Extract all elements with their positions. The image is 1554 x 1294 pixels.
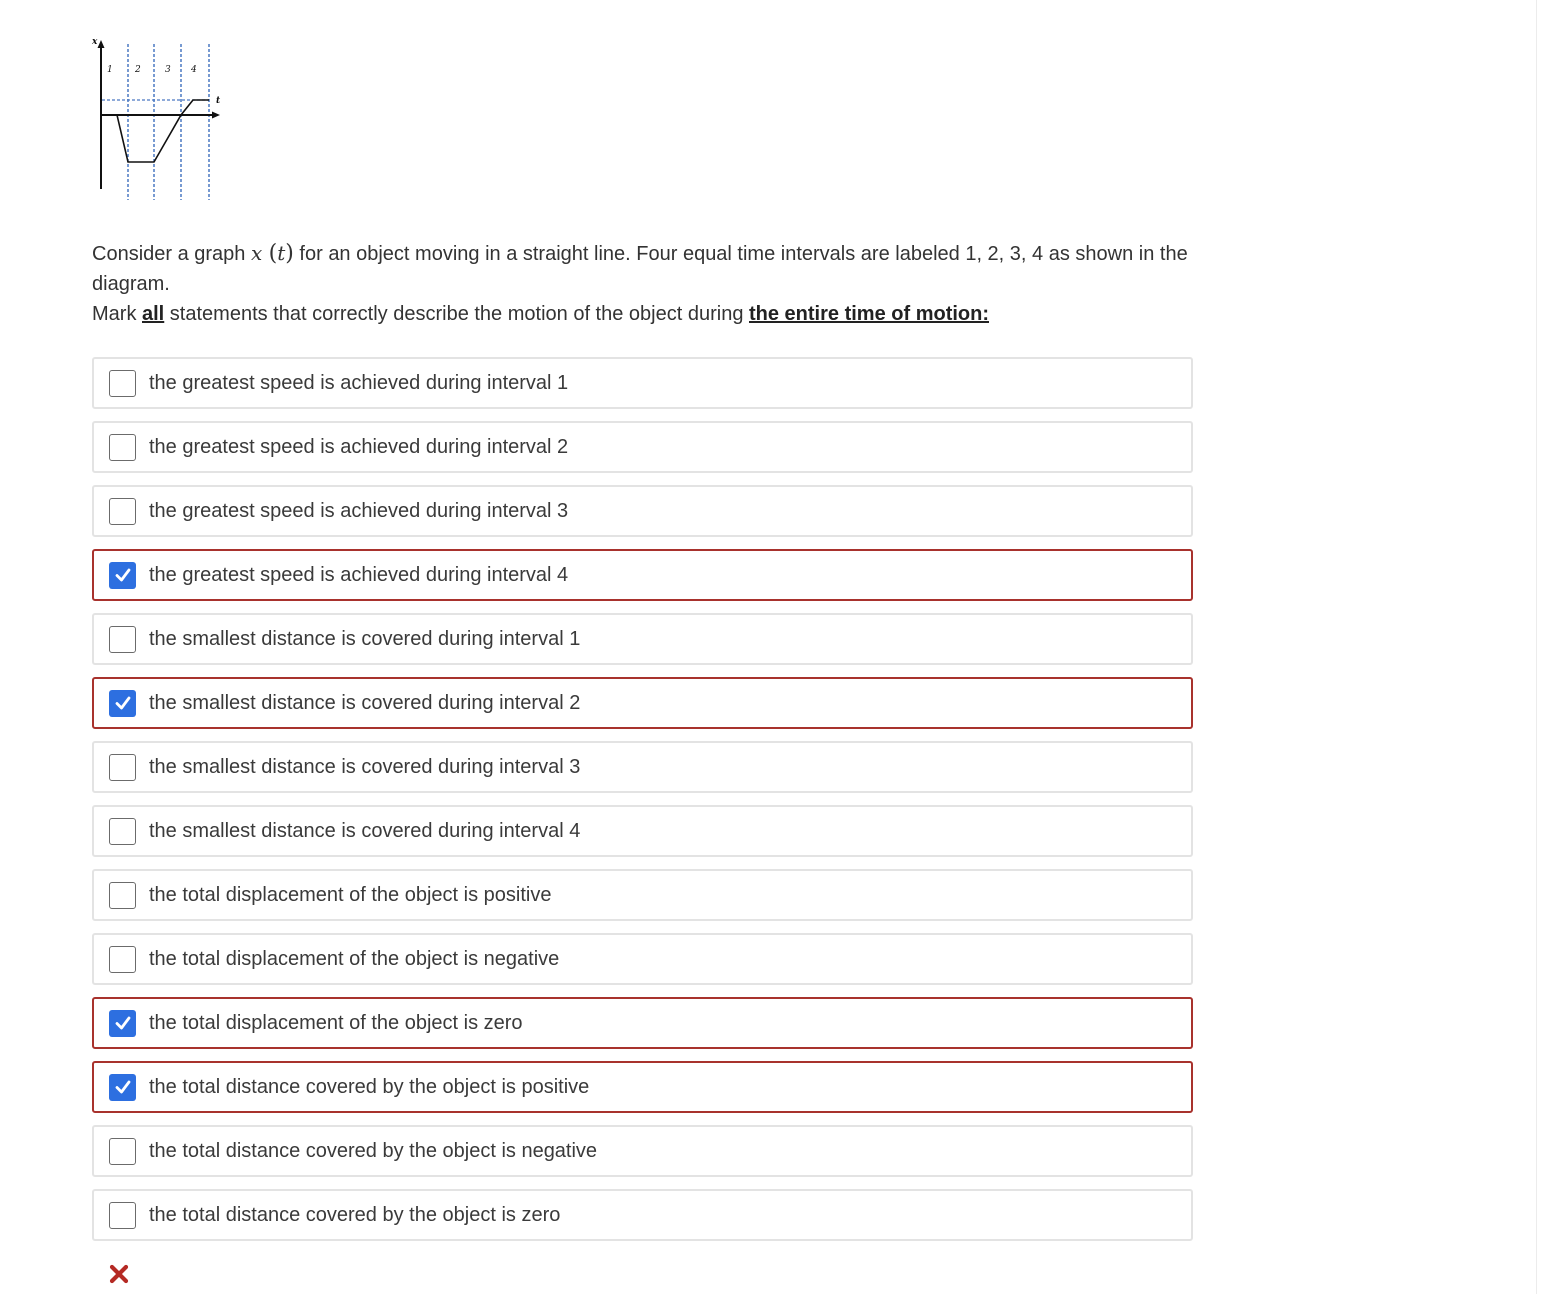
answer-option-label: the smallest distance is covered during interval 1	[149, 627, 581, 650]
page-right-divider	[1536, 0, 1537, 1294]
answer-option[interactable]	[92, 933, 1193, 985]
checkbox[interactable]	[109, 434, 136, 461]
checkbox[interactable]	[109, 946, 136, 973]
answer-option-label: the total displacement of the object is positive	[149, 883, 552, 906]
axis-x-label: x	[92, 37, 98, 47]
motion-curve	[101, 100, 209, 162]
answer-option-selected[interactable]	[92, 549, 1193, 601]
answer-option[interactable]	[92, 805, 1193, 857]
answer-option-label: the total displacement of the object is negative	[149, 947, 560, 970]
question-line-1: Consider a graph x (t) for an object moving in a straight line. Four equal time intervals are labeled 1, 2, 3, 4 as shown in the diagram.	[92, 241, 1188, 295]
checkbox[interactable]	[109, 754, 136, 781]
answer-option-label: the greatest speed is achieved during interval 2	[149, 435, 569, 458]
answer-option-label: the greatest speed is achieved during interval 3	[149, 499, 569, 522]
answer-option[interactable]	[92, 1189, 1193, 1241]
checkbox[interactable]	[109, 1010, 136, 1037]
checkmark-icon	[113, 1013, 133, 1033]
answer-options-list	[92, 357, 1193, 1253]
answer-option[interactable]	[92, 741, 1193, 793]
answer-option-selected[interactable]	[92, 1061, 1193, 1113]
interval-label-1: 1	[107, 65, 113, 75]
checkbox[interactable]	[109, 818, 136, 845]
incorrect-x-icon	[108, 1263, 130, 1285]
answer-option[interactable]	[92, 421, 1193, 473]
answer-option-label: the greatest speed is achieved during interval 4	[149, 563, 569, 586]
checkbox[interactable]	[109, 1074, 136, 1101]
checkbox[interactable]	[109, 882, 136, 909]
checkbox[interactable]	[109, 562, 136, 589]
checkbox[interactable]	[109, 690, 136, 717]
question-line-2: Mark all statements that correctly describe the motion of the object during the entire time of motion:	[92, 303, 989, 325]
x-axis-arrow	[98, 40, 105, 48]
checkbox[interactable]	[109, 1138, 136, 1165]
checkmark-icon	[113, 693, 133, 713]
answer-option-label: the smallest distance is covered during interval 3	[149, 755, 581, 778]
answer-option-label: the total distance covered by the object is negative	[149, 1139, 598, 1162]
axis-t-label: t	[216, 96, 221, 106]
answer-option[interactable]	[92, 613, 1193, 665]
answer-option-selected[interactable]	[92, 997, 1193, 1049]
answer-option-label: the total distance covered by the object is positive	[149, 1075, 590, 1098]
answer-option-selected[interactable]	[92, 677, 1193, 729]
interval-label-2: 2	[135, 65, 141, 75]
answer-option-label: the greatest speed is achieved during interval 1	[149, 371, 569, 394]
checkbox[interactable]	[109, 626, 136, 653]
emphasis-all: all	[142, 303, 165, 325]
answer-option[interactable]	[92, 357, 1193, 409]
checkmark-icon	[113, 1077, 133, 1097]
answer-option-label: the total displacement of the object is zero	[149, 1011, 523, 1034]
interval-label-4: 4	[191, 65, 197, 75]
answer-option-label: the total distance covered by the object is zero	[149, 1203, 561, 1226]
checkbox[interactable]	[109, 370, 136, 397]
answer-option[interactable]	[92, 869, 1193, 921]
question-text	[92, 238, 1202, 329]
position-time-graph	[88, 34, 230, 204]
checkmark-icon	[113, 565, 133, 585]
emphasis-entire-time: the entire time of motion:	[749, 303, 989, 325]
answer-option[interactable]	[92, 1125, 1193, 1177]
checkbox[interactable]	[109, 498, 136, 525]
answer-option-label: the smallest distance is covered during interval 4	[149, 819, 581, 842]
checkbox[interactable]	[109, 1202, 136, 1229]
math-expression: x (t)	[250, 241, 294, 266]
interval-label-3: 3	[165, 65, 171, 75]
answer-option-label: the smallest distance is covered during interval 2	[149, 691, 581, 714]
answer-option[interactable]	[92, 485, 1193, 537]
t-axis-arrow	[212, 112, 220, 119]
